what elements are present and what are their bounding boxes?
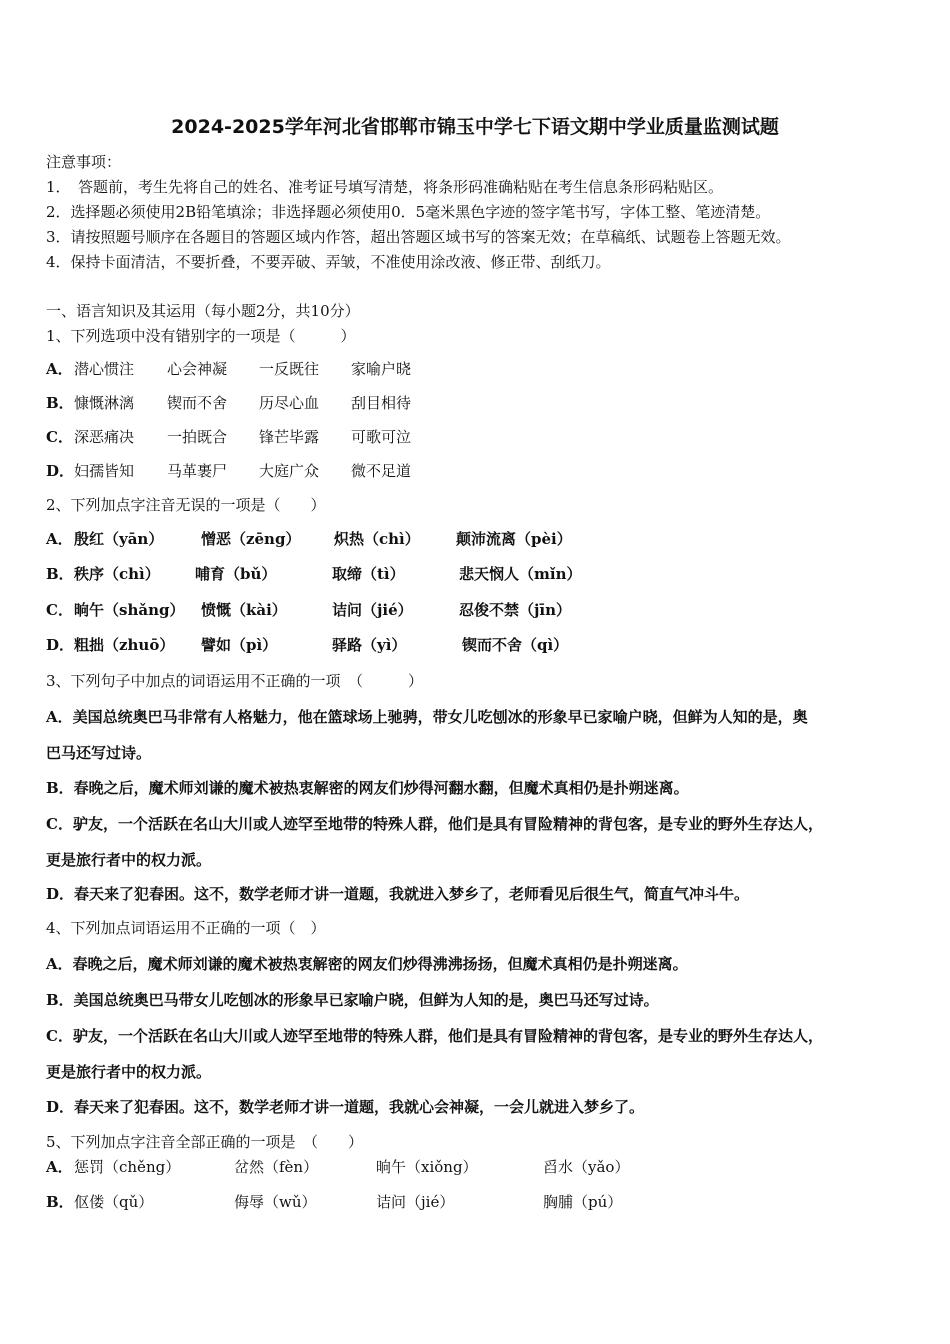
option-word: 锋芒毕露 — [259, 428, 320, 446]
option-letter: C． — [46, 601, 73, 619]
option-word: 大庭广众 — [259, 462, 320, 480]
option-word: 岔然（fèn） — [234, 1158, 319, 1176]
q3-option-d: D．春天来了犯春困。这不，数学老师才讲一道题，我就进入梦乡了，老师看见后很生气，简直气冲斗牛。 — [46, 885, 750, 903]
option-word: 悲天悯人（mǐn） — [459, 565, 582, 583]
option-word: 可歌可泣 — [351, 428, 412, 446]
option-word: 刮目相待 — [351, 394, 412, 412]
option-letter: D． — [46, 636, 75, 654]
option-word: 忍俊不禁（jīn） — [459, 601, 572, 619]
option-word: 潜心惯注 — [74, 360, 135, 378]
option-word: 微不足道 — [351, 462, 412, 480]
option-word: 惩罚（chěng） — [74, 1158, 181, 1176]
q3-option-a-cont: 巴马还写过诗。 — [46, 744, 152, 762]
option-word: 秩序（chì） — [74, 565, 160, 583]
option-word: 诘问（jié） — [332, 601, 413, 619]
option-word: 妇孺皆知 — [74, 462, 135, 480]
option-word: 慷慨淋漓 — [74, 394, 135, 412]
option-word: 心会神凝 — [167, 360, 228, 378]
option-word: 晌午（xiǒng） — [376, 1158, 478, 1176]
notice-item: 4．保持卡面清洁，不要折叠，不要弄破、弄皱，不准使用涂改液、修正带、刮纸刀。 — [46, 253, 611, 271]
q4-option-a: A．春晚之后，魔术师刘谦的魔术被热衷解密的网友们炒得沸沸扬扬，但魔术真相仍是扑朔迷离。 — [46, 955, 688, 973]
option-word: 马革裹尸 — [167, 462, 228, 480]
option-word: 家喻户晓 — [351, 360, 412, 378]
q4-option-c-cont: 更是旅行者中的权力派。 — [46, 1063, 212, 1081]
option-word: 侮辱（wǔ） — [234, 1193, 317, 1211]
option-word: 诘问（jié） — [376, 1193, 455, 1211]
option-letter: A． — [46, 1158, 73, 1176]
notice-item: 2．选择题必须使用2B铅笔填涂；非选择题必须使用0．5毫米黑色字迹的签字笔书写，字体工整、笔迹清楚。 — [46, 203, 771, 221]
q3-option-c-cont: 更是旅行者中的权力派。 — [46, 851, 212, 869]
option-letter: B． — [46, 394, 74, 412]
option-word: 殷红（yān） — [74, 530, 164, 548]
option-word: 颠沛流离（pèi） — [456, 530, 572, 548]
option-word: 一拍既合 — [167, 428, 228, 446]
notice-item: 3．请按照题号顺序在各题目的答题区域内作答，超出答题区域书写的答案无效；在草稿纸、试题卷上答题无效。 — [46, 228, 791, 246]
q3-option-c: C．驴友，一个活跃在名山大川或人迹罕至地带的特殊人群，他们是具有冒险精神的背包客，是专业的野外生存达人， — [46, 815, 823, 833]
option-word: 晌午（shǎng） — [74, 601, 185, 619]
question-stem: 1、下列选项中没有错别字的一项是（ ） — [46, 327, 356, 345]
option-word: 舀水（yǎo） — [543, 1158, 630, 1176]
section-heading: 一、语言知识及其运用（每小题2分，共10分） — [46, 302, 360, 320]
q3-option-b: B．春晚之后，魔术师刘谦的魔术被热衷解密的网友们炒得河翻水翻，但魔术真相仍是扑朔迷离。 — [46, 779, 689, 797]
question-stem: 4、下列加点词语运用不正确的一项（ ） — [46, 919, 326, 937]
option-word: 憎恶（zēng） — [201, 530, 301, 548]
notice-item: 1． 答题前，考生先将自己的姓名、准考证号填写清楚，将条形码准确粘贴在考生信息条形码粘贴区。 — [46, 178, 724, 196]
question-stem: 3、下列句子中加点的词语运用不正确的一项 （ ） — [46, 672, 424, 690]
option-word: 驿路（yì） — [332, 636, 407, 654]
option-word: 一反既往 — [259, 360, 320, 378]
notice-heading: 注意事项： — [46, 153, 122, 171]
option-word: 取缔（tì） — [332, 565, 405, 583]
option-word: 粗拙（zhuō） — [74, 636, 175, 654]
option-letter: A． — [46, 360, 73, 378]
option-word: 炽热（chì） — [334, 530, 420, 548]
option-word: 锲而不舍（qì） — [462, 636, 569, 654]
question-stem: 2、下列加点字注音无误的一项是（ ） — [46, 496, 326, 514]
q3-option-a: A．美国总统奥巴马非常有人格魅力，他在篮球场上驰骋，带女儿吃刨冰的形象早已家喻户晓，但鲜为人知的是，奥 — [46, 708, 808, 726]
option-letter: A． — [46, 530, 73, 548]
option-word: 伛偻（qǔ） — [74, 1193, 154, 1211]
option-word: 譬如（pì） — [201, 636, 278, 654]
option-letter: C． — [46, 428, 73, 446]
q4-option-c: C．驴友，一个活跃在名山大川或人迹罕至地带的特殊人群，他们是具有冒险精神的背包客，是专业的野外生存达人， — [46, 1027, 823, 1045]
option-letter: B． — [46, 1193, 74, 1211]
option-word: 愤慨（kài） — [201, 601, 287, 619]
page-title: 2024-2025学年河北省邯郸市锦玉中学七下语文期中学业质量监测试题 — [171, 116, 779, 138]
option-word: 深恶痛决 — [74, 428, 135, 446]
q4-option-d: D．春天来了犯春困。这不，数学老师才讲一道题，我就心会神凝，一会儿就进入梦乡了。 — [46, 1098, 645, 1116]
option-letter: B． — [46, 565, 74, 583]
option-word: 哺育（bǔ） — [195, 565, 277, 583]
q4-option-b: B．美国总统奥巴马带女儿吃刨冰的形象早已家喻户晓，但鲜为人知的是，奥巴马还写过诗。 — [46, 991, 659, 1009]
question-stem: 5、下列加点字注音全部正确的一项是 （ ） — [46, 1133, 364, 1151]
option-word: 锲而不舍 — [167, 394, 228, 412]
option-letter: D． — [46, 462, 75, 480]
option-word: 胸脯（pú） — [543, 1193, 623, 1211]
option-word: 历尽心血 — [259, 394, 320, 412]
